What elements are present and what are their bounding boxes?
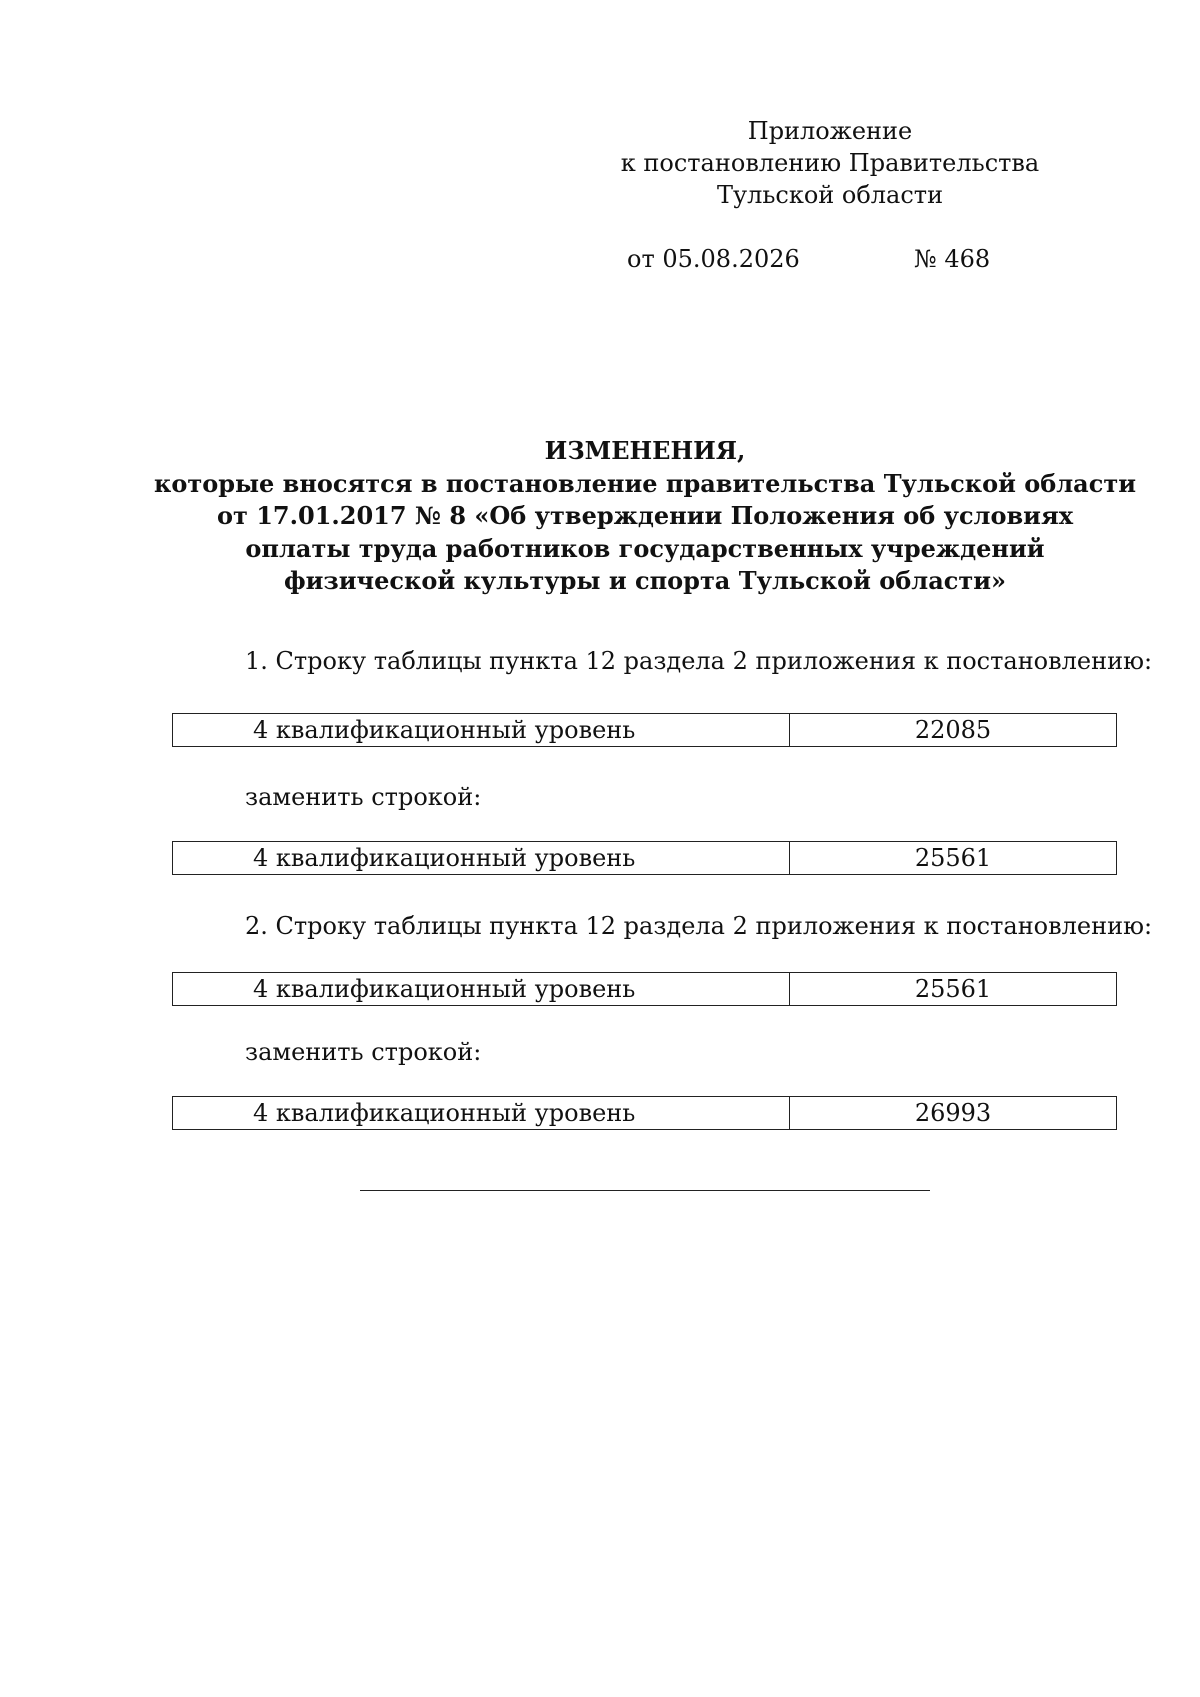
appendix-label: Приложение: [747, 117, 913, 145]
row-name-cell: 4 квалификационный уровень: [173, 714, 790, 746]
row-name-cell: 4 квалификационный уровень: [173, 973, 790, 1005]
end-separator-line: [360, 1190, 930, 1191]
document-title: [150, 435, 1140, 598]
title-line: оплаты труда работников государственных учреждений: [245, 533, 1045, 563]
appendix-region: Тульской области: [716, 181, 944, 209]
row-name-cell: 4 квалификационный уровень: [173, 842, 790, 874]
item-1-intro: 1. Строку таблицы пункта 12 раздела 2 приложения к постановлению:: [245, 647, 1153, 675]
row-value-cell: 26993: [914, 1099, 992, 1127]
title-heading: ИЗМЕНЕНИЯ,: [544, 436, 746, 465]
item-1-replace-text: заменить строкой:: [245, 783, 482, 811]
title-line: которые вносятся в постановление правительства Тульской области: [153, 468, 1137, 498]
decree-number: № 468: [914, 245, 991, 273]
item-2-new-row: [172, 1096, 1117, 1130]
title-line: от 17.01.2017 № 8 «Об утверждении Положения об условиях: [217, 501, 1073, 530]
item-2-intro: 2. Строку таблицы пункта 12 раздела 2 приложения к постановлению:: [245, 912, 1153, 940]
title-line: физической культуры и спорта Тульской области»: [283, 566, 1007, 595]
appendix-reference: к постановлению Правительства: [620, 149, 1040, 177]
decree-date: от 05.08.2026: [627, 245, 800, 273]
appendix-block: [600, 115, 1060, 211]
item-2-old-row: [172, 972, 1117, 1006]
row-name-cell: 4 квалификационный уровень: [173, 1097, 790, 1129]
item-2-replace-text: заменить строкой:: [245, 1038, 482, 1066]
row-value-cell: 22085: [914, 716, 992, 744]
row-value-cell: 25561: [914, 844, 992, 872]
item-1-old-row: [172, 713, 1117, 747]
row-value-cell: 25561: [914, 975, 992, 1003]
item-1-new-row: [172, 841, 1117, 875]
